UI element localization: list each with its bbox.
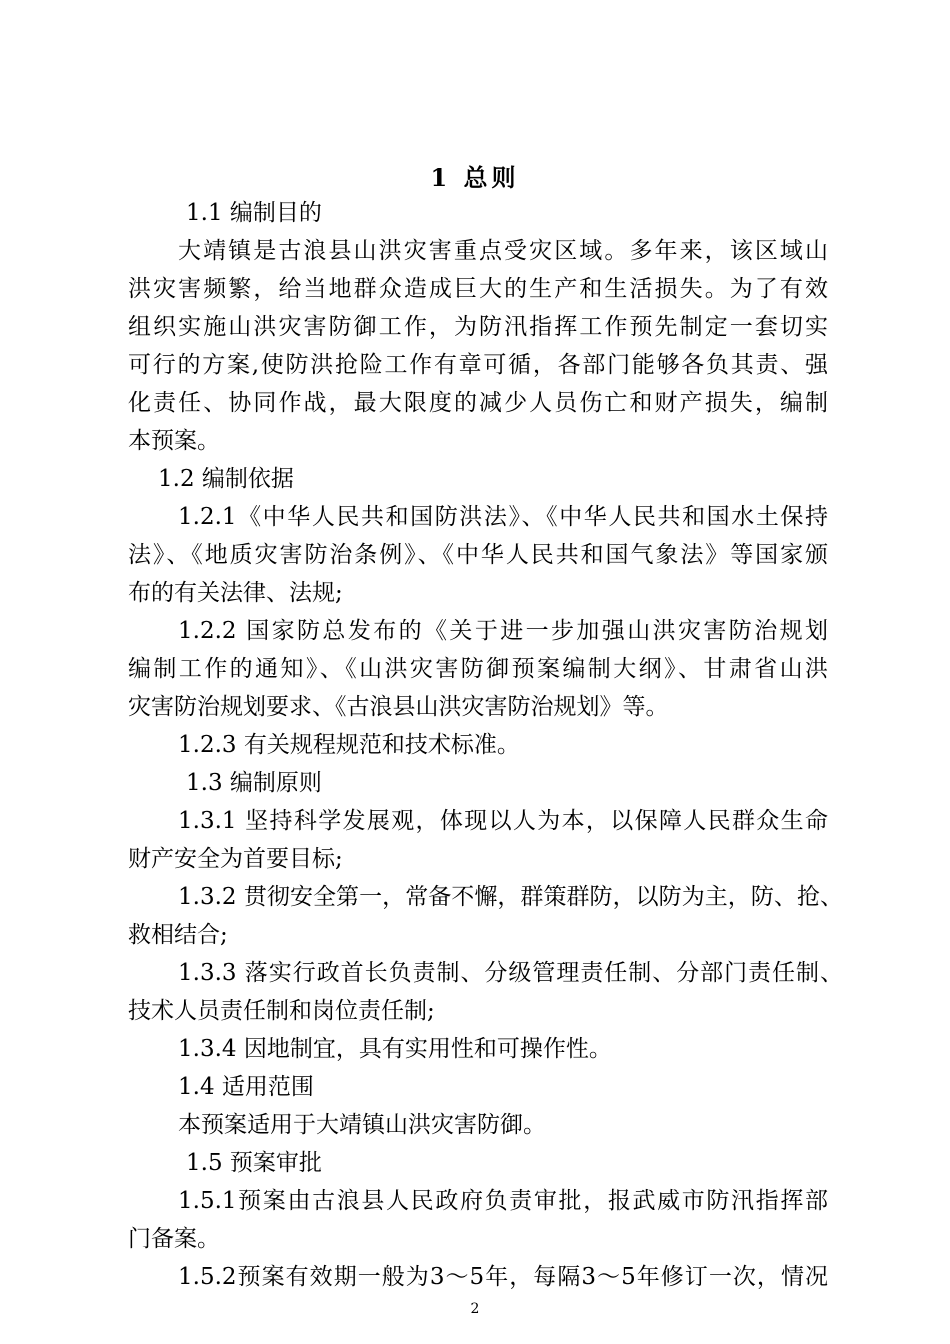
paragraph-line: 组织实施山洪灾害防御工作，为防汛指挥工作预先制定一套切实 <box>128 314 828 340</box>
paragraph-line: 1.2.3 有关规程规范和技术标准。 <box>178 732 520 758</box>
paragraph-line: 灾害防治规划要求、《古浪县山洪灾害防治规划》等。 <box>128 694 669 720</box>
paragraph-line: 布的有关法律、法规; <box>128 580 343 606</box>
paragraph-line: 救相结合; <box>128 922 228 948</box>
paragraph-line: 1.3.2 贯彻安全第一，常备不懈，群策群防，以防为主，防、抢、 <box>178 884 843 910</box>
page-number: 2 <box>470 1301 480 1317</box>
paragraph-line: 1.2.2 国家防总发布的《关于进一步加强山洪灾害防治规划 <box>178 618 828 644</box>
paragraph-line: 1.3.3 落实行政首长负责制、分级管理责任制、分部门责任制、 <box>178 960 843 986</box>
paragraph-line: 编制工作的通知》、《山洪灾害防御预案编制大纲》、甘肃省山洪 <box>128 656 828 682</box>
paragraph-line: 1.3.1 坚持科学发展观，体现以人为本，以保障人民群众生命 <box>178 808 828 834</box>
paragraph-line: 可行的方案,使防洪抢险工作有章可循，各部门能够各负其责、强 <box>128 352 828 378</box>
section-heading-1-3: 1.3 编制原则 <box>186 770 322 796</box>
page-title: 1 总则 <box>430 163 520 192</box>
paragraph-line: 1.5.2预案有效期一般为3～5年，每隔3～5年修订一次，情况 <box>178 1264 828 1290</box>
section-heading-1-1: 1.1 编制目的 <box>186 200 322 226</box>
paragraph-line: 1.3.4 因地制宜，具有实用性和可操作性。 <box>178 1036 612 1062</box>
paragraph-line: 本预案。 <box>128 428 220 454</box>
paragraph-line: 财产安全为首要目标; <box>128 846 343 872</box>
section-heading-1-4: 1.4 适用范围 <box>178 1074 314 1100</box>
paragraph-line: 洪灾害频繁，给当地群众造成巨大的生产和生活损失。为了有效 <box>128 276 828 302</box>
paragraph-line: 大靖镇是古浪县山洪灾害重点受灾区域。多年来，该区域山 <box>178 238 828 264</box>
paragraph-line: 化责任、协同作战，最大限度的减少人员伤亡和财产损失，编制 <box>128 390 828 416</box>
paragraph-line: 法》、《地质灾害防治条例》、《中华人民共和国气象法》等国家颁 <box>128 542 828 568</box>
paragraph-line: 技术人员责任制和岗位责任制; <box>128 998 435 1024</box>
paragraph-line: 1.5.1预案由古浪县人民政府负责审批，报武威市防汛指挥部 <box>178 1188 828 1214</box>
paragraph-line: 1.2.1《中华人民共和国防洪法》、《中华人民共和国水土保持 <box>178 504 828 530</box>
section-heading-1-2: 1.2 编制依据 <box>158 466 294 492</box>
paragraph-line: 本预案适用于大靖镇山洪灾害防御。 <box>178 1112 546 1138</box>
section-heading-1-5: 1.5 预案审批 <box>186 1150 322 1176</box>
paragraph-line: 门备案。 <box>128 1226 220 1252</box>
